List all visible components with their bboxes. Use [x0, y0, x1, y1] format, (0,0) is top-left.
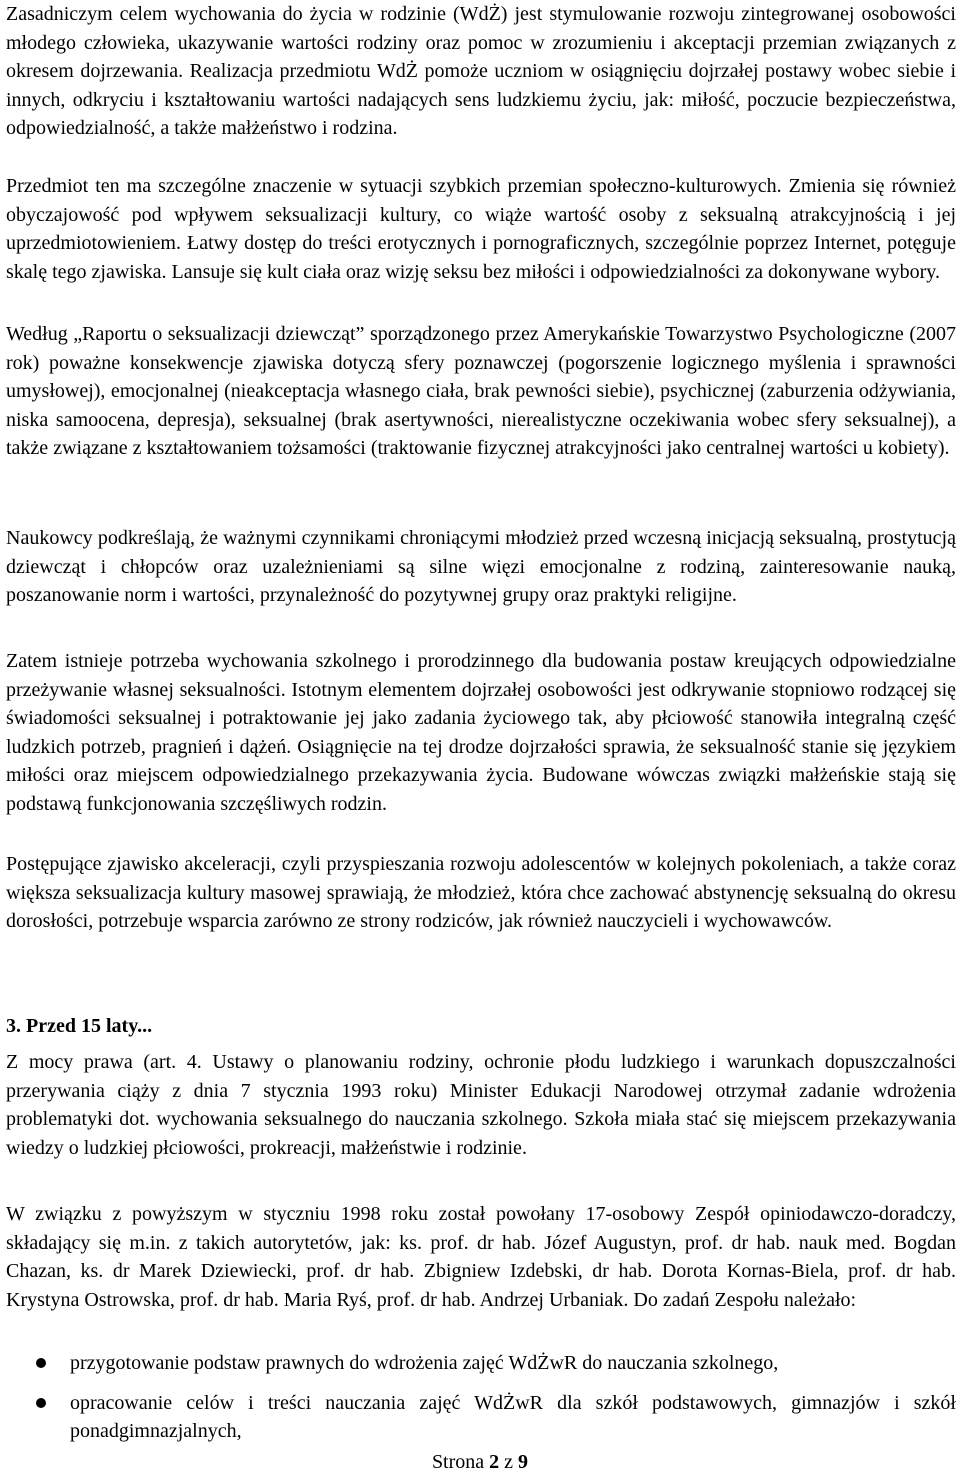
paragraph-4: Naukowcy podkreślają, że ważnymi czynnikami chroniącymi młodzież przed wczesną inicjacją seksualną, prostytucją dziewcząt i chłopców oraz uzależnieniami są silne więzi emocjonalne z rodziną, zainteresowanie nauką, poszanowanie norm i wartości, przynależność do pozytywnej grupy oraz praktyki religijne. — [6, 527, 956, 607]
task-list-item-text: opracowanie celów i treści nauczania zajęć WdŻwR dla szkół podstawowych, gimnazjów i szkół ponadgimnazjalnych, — [70, 1391, 956, 1443]
task-list — [6, 1349, 956, 1446]
paragraph-1: Zasadniczym celem wychowania do życia w rodzinie (WdŻ) jest stymulowanie rozwoju zintegrowanej osobowości młodego człowieka, ukazywanie wartości rodziny oraz pomoc w zrozumieniu i akceptacji przemian związanych z okresem dojrzewania. Realizacja przedmiotu WdŻ pomoże uczniom w osiągnięciu dojrzałej postawy wobec siebie i innych, odkryciu i kształtowaniu wartości nadających sens ludzkiemu życiu, jak: miłość, poczucie bezpieczeństwa, odpowiedzialność, a także małżeństwo i rodzina. — [6, 3, 956, 140]
bullet-icon — [36, 1398, 46, 1408]
footer-separator: z — [504, 1451, 514, 1473]
paragraph-6: Postępujące zjawisko akceleracji, czyli przyspieszania rozwoju adolescentów w kolejnych pokoleniach, a także coraz większa seksualizacja kultury masowej sprawiają, że młodzież, która chce zachować abstynencję seksualną do okresu dorosłości, potrzebuje wsparcia zarówno ze strony rodziców, jak również nauczycieli i wychowawców. — [6, 853, 956, 933]
paragraph-2: Przedmiot ten ma szczególne znaczenie w sytuacji szybkich przemian społeczno-kulturowych. Zmienia się również obyczajowość pod wpływem seksualizacji kultury, co wiąże wartość osoby z seksualną atrakcyjnością i jej uprzedmiotowieniem. Łatwy dostęp do treści erotycznych i pornograficznych, szczególnie poprzez Internet, potęguje skalę tego zjawiska. Lansuje się kult ciała oraz wizję seksu bez miłości i odpowiedzialności za dokonywane wybory. — [6, 175, 956, 283]
footer-total-pages: 9 — [518, 1451, 529, 1473]
section-paragraph-1: Z mocy prawa (art. 4. Ustawy o planowaniu rodziny, ochronie płodu ludzkiego i warunkach dopuszczalności przerywania ciąży z dnia 7 stycznia 1993 roku) Minister Edukacji Narodowej otrzymał zadanie wdrożenia problematyki dot. wychowania seksualnego do nauczania szkolnego. Szkoła miała stać się miejscem przekazywania wiedzy o ludzkiej płciowości, prokreacji, małżeństwie i rodzinie. — [6, 1051, 956, 1159]
footer-page-number: 2 — [489, 1451, 500, 1473]
paragraph-3: Według „Raportu o seksualizacji dziewcząt” sporządzonego przez Amerykańskie Towarzystwo Psychologiczne (2007 rok) poważne konsekwencje zjawiska dotyczą sfery poznawczej (pogorszenie logicznego myślenia i sprawności umysłowej), emocjonalnej (nieakceptacja własnego ciała, brak pewności siebie), psychicznej (zaburzenia odżywiania, niska samoocena, depresja), seksualnej (brak asertywności, nierealistyczne oczekiwania wobec sfery seksualnej), a także związane z kształtowaniem tożsamości (traktowanie fizycznej atrakcyjności jako centralnej wartości u kobiety). — [6, 323, 956, 460]
section-paragraph-2: W związku z powyższym w styczniu 1998 roku został powołany 17-osobowy Zespół opiniodawczo-doradczy, składający się m.in. z takich autorytetów, jak: ks. prof. dr hab. Józef Augustyn, prof. dr hab. nauk med. Bogdan Chazan, ks. dr Marek Dziewiecki, prof. dr hab. Zbigniew Izdebski, dr hab. Dorota Kornas-Biela, prof. dr hab. Krystyna Ostrowska, prof. dr hab. Maria Ryś, prof. dr hab. Andrzej Urbaniak. Do zadań Zespołu należało: — [6, 1203, 956, 1311]
task-list-item-text: przygotowanie podstaw prawnych do wdrożenia zajęć WdŻwR do nauczania szkolnego, — [70, 1352, 779, 1374]
paragraph-5: Zatem istnieje potrzeba wychowania szkolnego i prorodzinnego dla budowania postaw kreujących odpowiedzialne przeżywanie własnej seksualności. Istotnym elementem dojrzałej osobowości jest odkrywanie stopniowo rodzącej się świadomości seksualnej i potraktowanie jej jako zadania życiowego tak, aby płciowość stanowiła integralną część ludzkich potrzeb, pragnień i dążeń. Osiągnięcie na tej drodze dojrzałości sprawia, że seksualność stanie się językiem miłości oraz miejscem odpowiedzialnego przekazywania życia. Budowane wówczas związki małżeńskie stają się podstawą funkcjonowania szczęśliwych rodzin. — [6, 650, 956, 815]
section-heading: 3. Przed 15 laty... — [6, 1015, 153, 1037]
task-list-item — [6, 1349, 956, 1378]
page-footer — [0, 1450, 960, 1474]
footer-prefix: Strona — [431, 1451, 485, 1473]
bullet-icon — [36, 1358, 46, 1368]
task-list-item — [6, 1389, 956, 1446]
